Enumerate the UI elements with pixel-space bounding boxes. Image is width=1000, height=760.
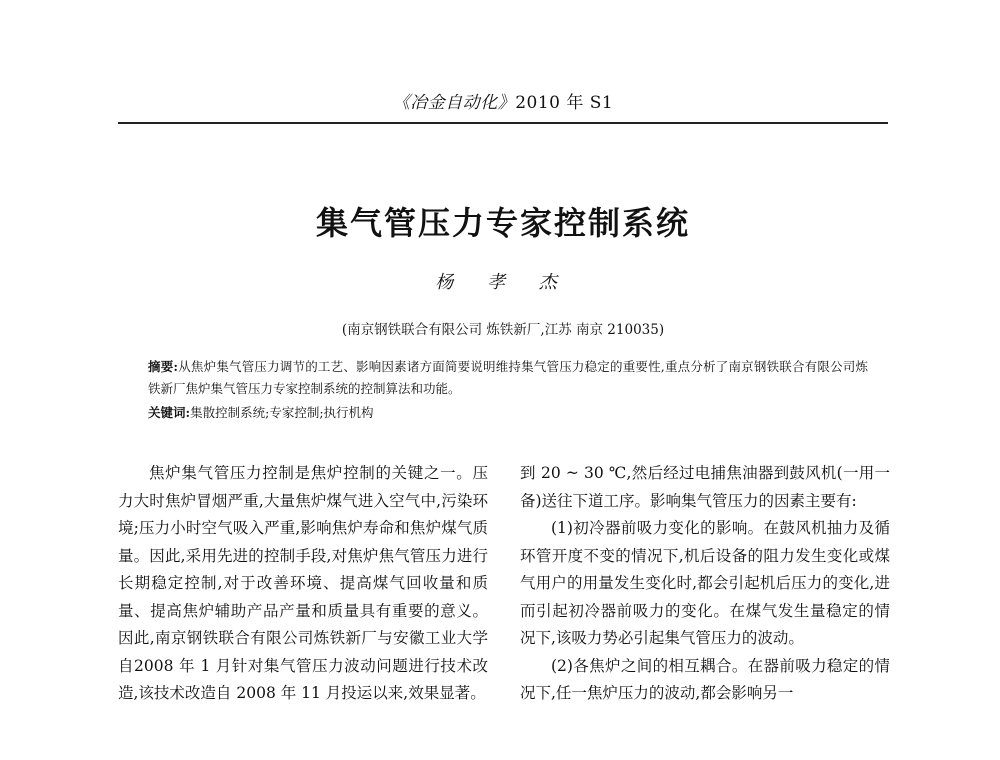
journal-header xyxy=(118,88,888,116)
abstract xyxy=(148,356,868,400)
journal-name: 《冶金自动化》 xyxy=(392,93,516,113)
abstract-label: 摘要: xyxy=(148,359,179,374)
author-name: 杨 孝 杰 xyxy=(435,272,571,293)
keywords-text: 集散控制系统;专家控制;执行机构 xyxy=(190,405,374,420)
body-left-column xyxy=(118,460,488,760)
left-paragraph-1: 焦炉集气管压力控制是焦炉控制的关键之一。压力大时焦炉冒烟严重,大量焦炉煤气进入空气中,污染环境;压力小时空气吸入严重,影响焦炉寿命和焦炉煤气质量。因此,采用先进的控制手段,对焦炉焦气管压力进行长期稳定控制,对于改善环境、提高煤气回收量和质量、提高焦炉辅助产品产量和质量具有重要的意义。因此,南京钢铁联合有限公司炼铁新厂与安徽工业大学自2008 年 1 月针对集气管压力波动问题进行技术改造,该技术改造自 2008 年 11 月投运以来,效果显著。 xyxy=(118,464,488,702)
journal-issue: 2010 年 S1 xyxy=(515,93,614,113)
right-paragraph-3: (2)各焦炉之间的相互耦合。在器前吸力稳定的情况下,任一焦炉压力的波动,都会影响另一 xyxy=(520,656,890,702)
body-right-column xyxy=(520,460,890,760)
right-paragraph-2: (1)初冷器前吸力变化的影响。在鼓风机抽力及循环管开度不变的情况下,机后设备的阻力发生变化或煤气用户的用量发生变化时,都会引起机后压力的变化,进而引起初冷器前吸力的变化。在煤气发生量稳定的情况下,该吸力势必引起集气管压力的波动。 xyxy=(520,519,890,647)
right-paragraph-1: 到 20 ~ 30 ℃,然后经过电捕焦油器到鼓风机(一用一备)送往下道工序。影响集气管压力的因素主要有: xyxy=(520,464,890,510)
abstract-text: 从焦炉集气管压力调节的工艺、影响因素诸方面简要说明维持集气管压力稳定的重要性,重点分析了南京钢铁联合有限公司炼铁新厂焦炉集气管压力专家控制系统的控制算法和功能。 xyxy=(148,359,868,396)
keywords-label: 关键词: xyxy=(148,405,191,420)
paper-title: 集气管压力专家控制系统 xyxy=(315,204,690,242)
header-rule xyxy=(118,122,888,124)
keywords xyxy=(148,402,868,424)
affiliation: (南京钢铁联合有限公司 炼铁新厂,江苏 南京 210035) xyxy=(341,322,665,338)
